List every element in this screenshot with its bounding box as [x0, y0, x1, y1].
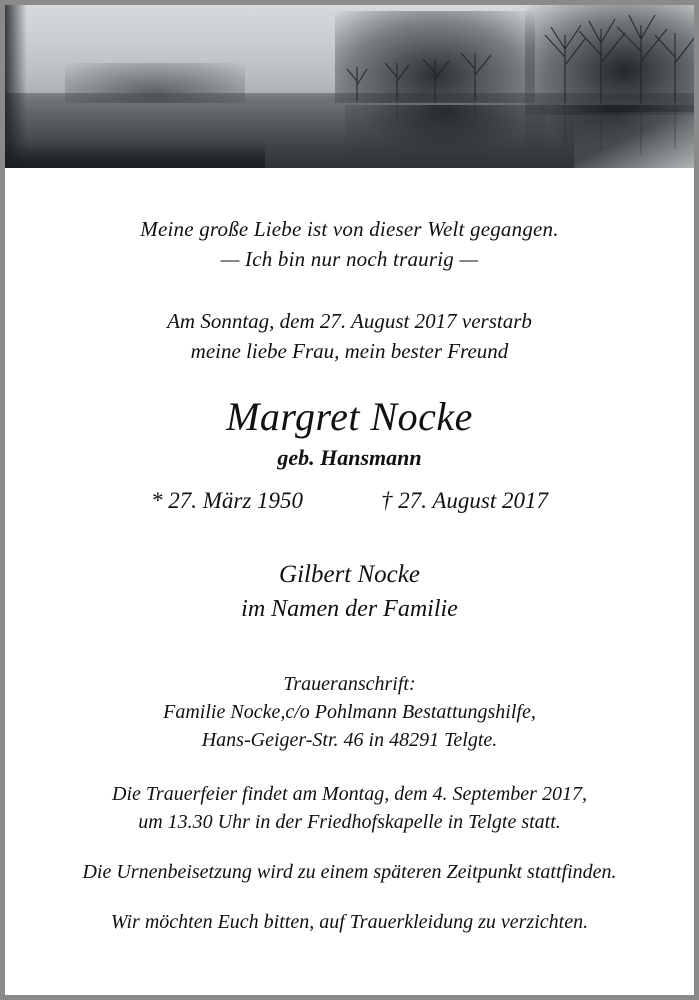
survivor-block: [33, 558, 666, 626]
funeral-service-block: [33, 780, 666, 836]
motto-line-2: — Ich bin nur noch traurig —: [220, 247, 479, 271]
motto-line-1: Meine große Liebe ist von dieser Welt gegangen.: [140, 217, 559, 241]
dress-note: Wir möchten Euch bitten, auf Trauerkleidung zu verzichten.: [110, 911, 589, 933]
service-line-1: Die Trauerfeier findet am Montag, dem 4. September 2017,: [112, 783, 587, 805]
survivor-subtitle: im Namen der Familie: [241, 596, 458, 622]
header-photo: [5, 5, 694, 168]
urn-note-block: [33, 858, 666, 886]
deceased-name: Margret Nocke: [226, 394, 473, 439]
life-dates: [33, 486, 666, 516]
address-line-2: Hans-Geiger-Str. 46 in 48291 Telgte.: [201, 729, 498, 751]
urn-note: Die Urnenbeisetzung wird zu einem späteren Zeitpunkt stattfinden.: [82, 861, 617, 883]
obituary-text: [5, 214, 694, 936]
mourning-address-block: [33, 670, 666, 754]
intro-line-1: Am Sonntag, dem 27. August 2017 verstarb: [167, 309, 532, 333]
survivor-name: Gilbert Nocke: [279, 561, 420, 588]
motto-block: [33, 214, 666, 274]
dress-note-block: [33, 908, 666, 936]
intro-block: [33, 306, 666, 366]
service-line-2: um 13.30 Uhr in der Friedhofskapelle in Telgte statt.: [138, 811, 561, 833]
address-line-1: Familie Nocke,c/o Pohlmann Bestattungshilfe,: [163, 701, 536, 723]
photo-tree-silhouettes: [5, 5, 694, 168]
address-heading: Traueranschrift:: [283, 673, 416, 695]
death-date: † 27. August 2017: [381, 488, 549, 513]
deceased-born-name: geb. Hansmann: [277, 445, 422, 470]
birth-date: * 27. März 1950: [150, 488, 304, 513]
intro-line-2: meine liebe Frau, mein bester Freund: [190, 339, 509, 363]
